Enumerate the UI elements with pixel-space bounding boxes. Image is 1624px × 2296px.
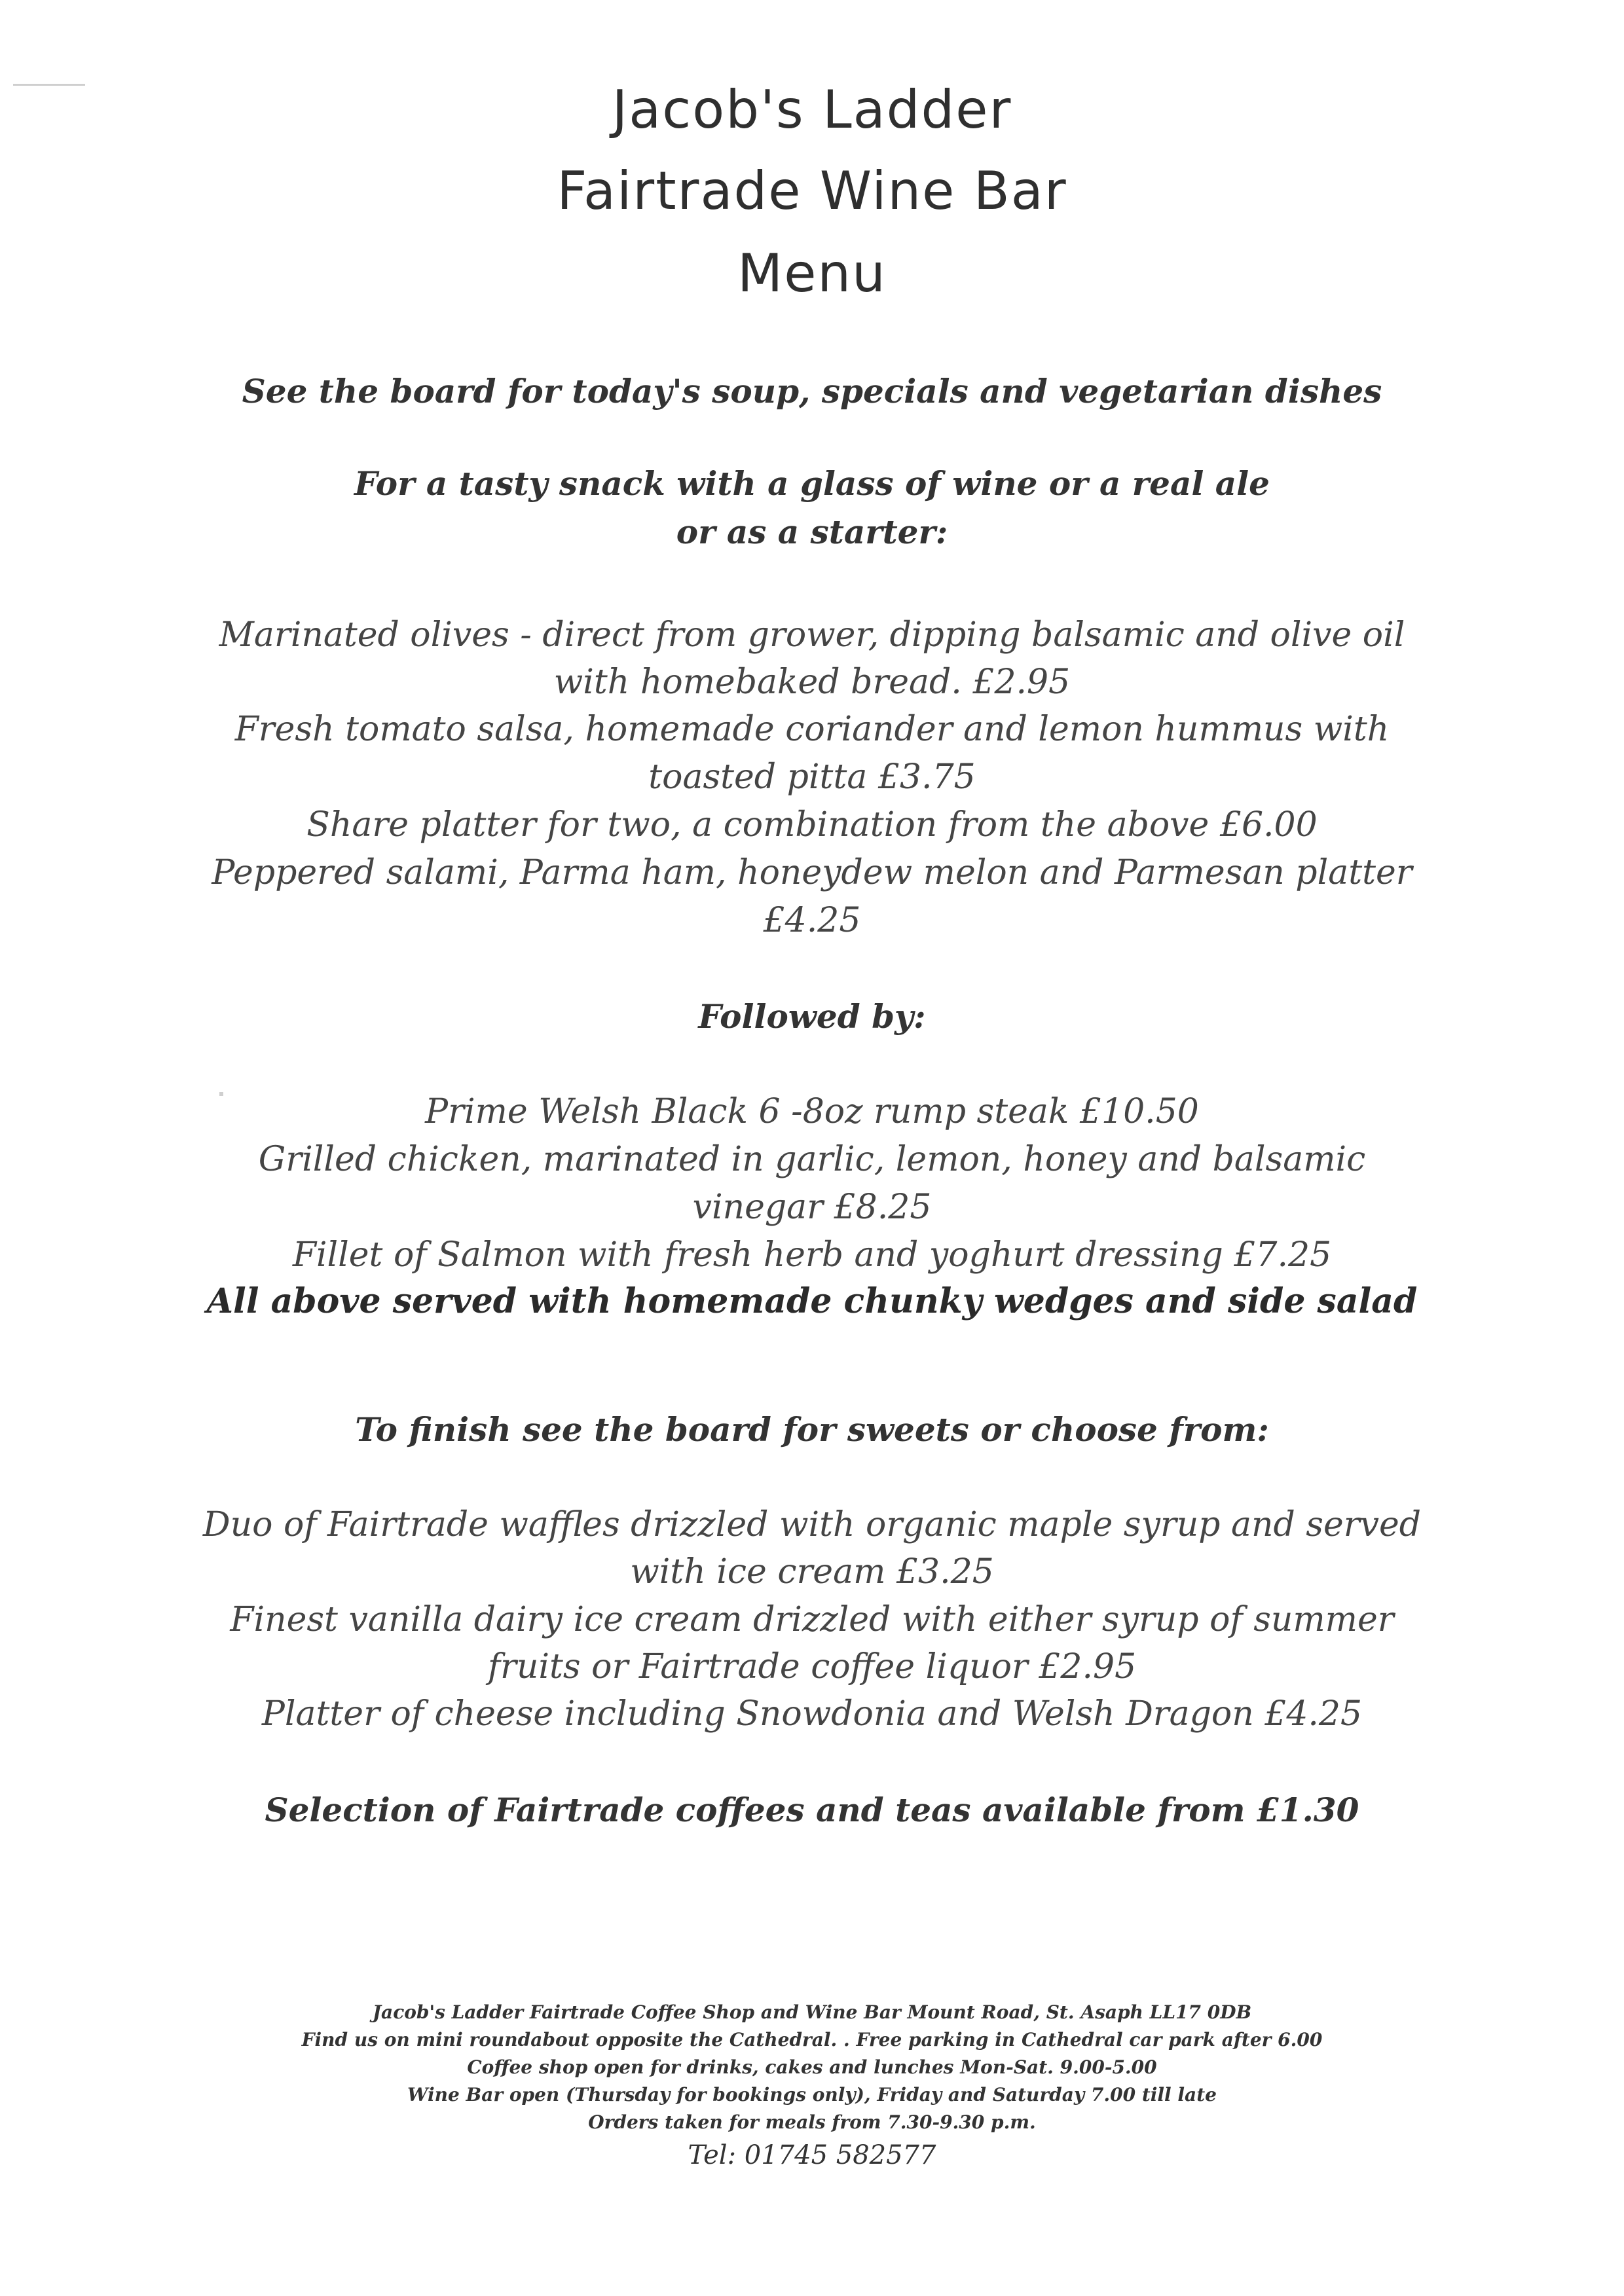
main-line: Fillet of Salmon with fresh herb and yoghurt dressing £7.25 [292, 1235, 1332, 1275]
starter-line: Marinated olives - direct from grower, dipping balsamic and olive oil [219, 615, 1405, 655]
main-line: vinegar £8.25 [692, 1188, 932, 1227]
starter-line: Share platter for two, a combination from the above £6.00 [306, 805, 1318, 845]
dessert-line: Platter of cheese including Snowdonia and Welsh Dragon £4.25 [261, 1694, 1363, 1734]
menu-title-line-2: Fairtrade Wine Bar [557, 160, 1067, 221]
starter-line: with homebaked bread. £2.95 [553, 663, 1071, 702]
intro-text: See the board for today's soup, specials and vegetarian dishes [242, 372, 1382, 410]
dessert-line: with ice cream £3.25 [630, 1552, 994, 1592]
footer-telephone: Tel: 01745 582577 [688, 2140, 936, 2170]
dessert-line: Duo of Fairtrade waffles drizzled with organic maple syrup and served [202, 1505, 1422, 1544]
starters-heading-line-2: or as a starter: [676, 513, 948, 551]
mains-heading: Followed by: [698, 997, 926, 1036]
footer-line: Wine Bar open (Thursday for bookings only), Friday and Saturday 7.00 till late [407, 2084, 1217, 2105]
footer-line: Coffee shop open for drinks, cakes and lunches Mon-Sat. 9.00-5.00 [467, 2056, 1157, 2078]
main-line: Grilled chicken, marinated in garlic, lemon, honey and balsamic [258, 1140, 1366, 1179]
main-line: Prime Welsh Black 6 -8oz rump steak £10.50 [425, 1092, 1199, 1131]
menu-title-line-1: Jacob's Ladder [612, 79, 1012, 140]
footer-line: Orders taken for meals from 7.30-9.30 p.m. [588, 2111, 1036, 2133]
starter-line: Peppered salami, Parma ham, honeydew melon and Parmesan platter [212, 853, 1412, 892]
starter-line: toasted pitta £3.75 [648, 757, 976, 797]
starters-heading-line-1: For a tasty snack with a glass of wine or a real ale [354, 464, 1270, 503]
drinks-note: Selection of Fairtrade coffees and teas available from £1.30 [265, 1791, 1359, 1829]
dessert-line: Finest vanilla dairy ice cream drizzled with either syrup of summer [230, 1600, 1394, 1639]
starter-line: £4.25 [763, 901, 861, 940]
mains-note: All above served with homemade chunky wedges and side salad [206, 1281, 1418, 1321]
footer-line: Jacob's Ladder Fairtrade Coffee Shop and Wine Bar Mount Road, St. Asaph LL17 0DB [372, 2001, 1252, 2023]
starter-line: Fresh tomato salsa, homemade coriander and lemon hummus with [234, 710, 1390, 749]
dessert-line: fruits or Fairtrade coffee liquor £2.95 [487, 1647, 1137, 1686]
menu-title-line-3: Menu [737, 243, 887, 304]
footer-line: Find us on mini roundabout opposite the Cathedral. . Free parking in Cathedral car park after 6.00 [301, 2029, 1323, 2050]
desserts-heading: To finish see the board for sweets or choose from: [355, 1410, 1269, 1449]
